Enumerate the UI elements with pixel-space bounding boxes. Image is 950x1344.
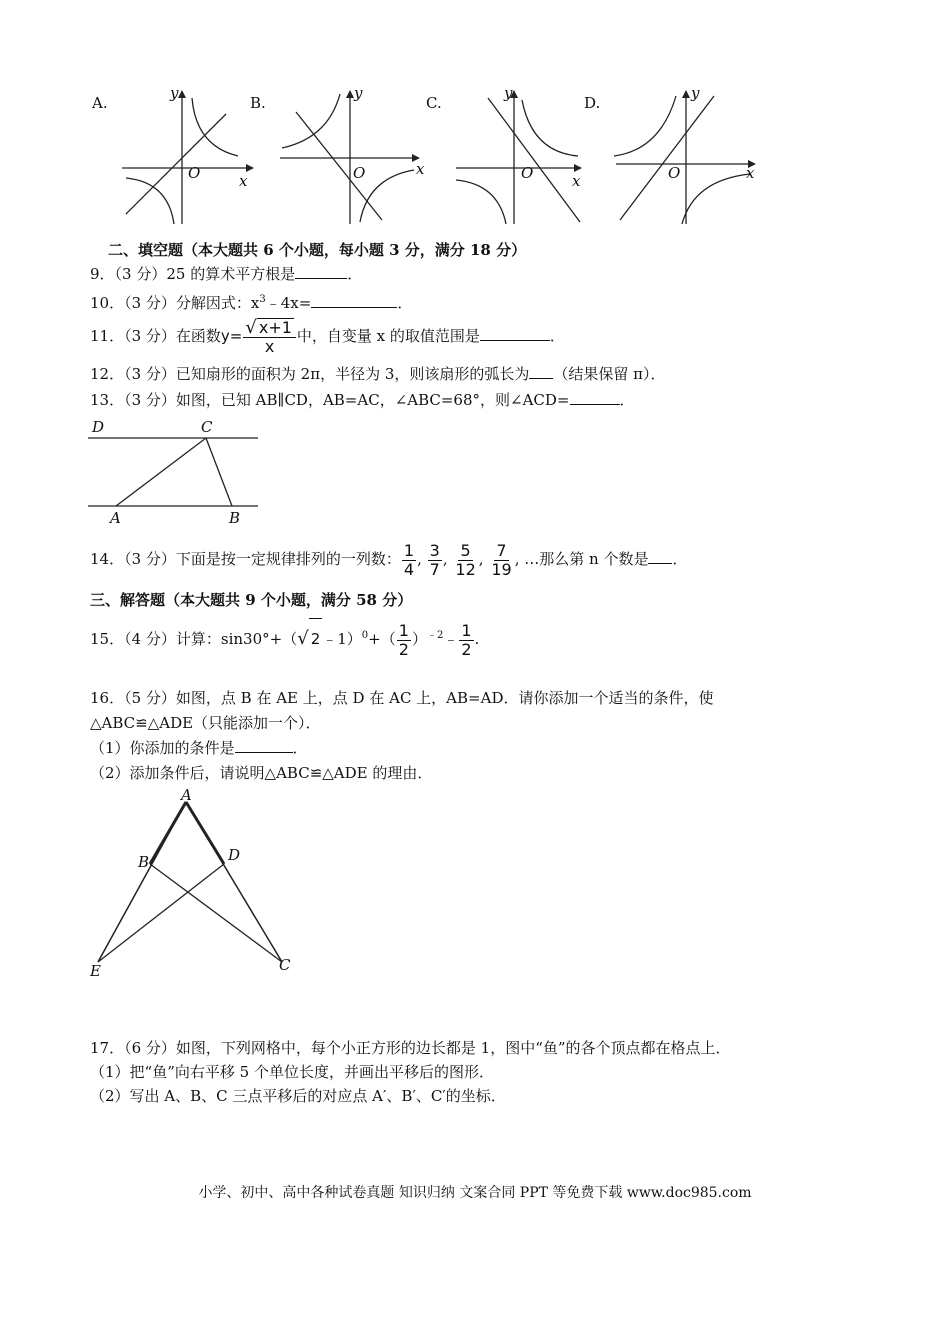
fig16-label-a: A (181, 786, 192, 804)
fig16-label-d: D (228, 846, 241, 864)
q14-den-1: 4 (403, 559, 415, 579)
axis-x-label-d: x (746, 164, 755, 182)
q9-answer-blank[interactable] (295, 264, 347, 279)
q14-answer-blank[interactable] (648, 549, 672, 564)
q12-text: 12．（3 分）已知扇形的面积为 2π，半径为 3，则该扇形的弧长为 (90, 365, 530, 383)
q15-den-1: 2 (398, 639, 409, 659)
q14-sep-1: , (417, 550, 422, 568)
axis-y-label-c: y (504, 84, 513, 102)
q13-answer-blank[interactable] (570, 390, 620, 405)
option-d-label: D. (584, 94, 601, 112)
q15-num-1: 1 (398, 620, 409, 640)
q13-text: 13．（3 分）如图，已知 AB∥CD，AB=AC，∠ABC=68°，则∠ACD= (90, 391, 570, 409)
question-10 (90, 290, 412, 313)
q10-answer-blank[interactable] (311, 293, 397, 308)
q11-numerator: x+1 (258, 318, 292, 337)
q15-fraction-2 (459, 622, 473, 659)
q14-sep-4: , (514, 550, 520, 568)
origin-label-d: O (668, 164, 681, 182)
q15-plus: +（ (368, 630, 396, 648)
q11-denominator: x (264, 337, 275, 356)
q17-line-1: 17．（6 分）如图，下列网格中，每个小正方形的边长都是 1，图中“鱼”的各个顶点都在格点上． (90, 1039, 731, 1057)
q15-mid: ﹣1） (322, 630, 362, 648)
q16-line-3 (90, 738, 308, 758)
q14-num-4: 7 (496, 540, 507, 560)
q13-end: ． (619, 391, 635, 409)
q14-fraction-4 (489, 542, 513, 579)
option-c-label: C. (426, 94, 442, 112)
q10-text: 10．（3 分）分解因式：x (90, 294, 260, 312)
axis-x-label-c: x (572, 172, 581, 190)
q10-exponent: 3 (259, 294, 266, 305)
q17-line-2: （1）把“鱼”向右平移 5 个单位长度，并画出平移后的图形． (90, 1063, 494, 1081)
q14-end: …那么第 n 个数是 (524, 550, 649, 568)
q15-end: . (474, 630, 480, 648)
question-13 (90, 390, 635, 410)
q10-end: ． (397, 294, 413, 312)
graph-option-a (118, 86, 258, 226)
q14-sep-2: , (442, 550, 448, 568)
q15-num-2: 1 (461, 620, 472, 640)
q14-den-4: 19 (491, 559, 512, 579)
q15-sqrt: 2 (309, 618, 323, 659)
option-a-label: A. (92, 94, 108, 112)
graph-option-c (452, 86, 592, 226)
q16-line-3-text: （1）你添加的条件是 (90, 739, 235, 757)
q15-minus: ﹣ (443, 630, 459, 648)
fig13-label-c: C (201, 418, 213, 436)
axis-y-label-d: y (691, 84, 700, 102)
q14-num-1: 1 (403, 540, 415, 560)
q17-line-3: （2）写出 A、B、C 三点平移后的对应点 A′、B′、C′的坐标． (90, 1087, 506, 1105)
origin-label-a: O (188, 164, 201, 182)
q14-fraction-2 (428, 542, 442, 579)
fig16-label-e: E (90, 962, 101, 980)
question-9 (90, 264, 362, 284)
axis-x-label-b: x (416, 160, 425, 178)
axis-x-label-a: x (239, 172, 248, 190)
q14-end2: ． (672, 550, 688, 568)
fig16-label-c: C (279, 956, 291, 974)
q14-fraction-3 (453, 542, 477, 579)
q11-end: ． (549, 327, 565, 345)
q12-answer-blank[interactable] (529, 364, 553, 379)
section-3-title: 三、解答题（本大题共 9 个小题，满分 58 分） (90, 591, 413, 609)
q14-fraction-1 (402, 542, 416, 579)
page-footer: 小学、初中、高中各种试卷真题 知识归纳 文案合同 PPT 等免费下载 www.doc985.com (198, 1185, 752, 1201)
fig13-label-a: A (110, 509, 121, 527)
q14-sep-3: , (478, 550, 484, 568)
q15-exp-0: 0 (361, 630, 369, 641)
question-12 (90, 364, 666, 384)
q14-num-3: 5 (460, 540, 471, 560)
q10-rest: ﹣4x= (265, 294, 312, 312)
q14-text: 14．（3 分）下面是按一定规律排列的一列数： (90, 550, 401, 568)
question-14 (90, 541, 687, 579)
q15-exp-neg2: ﹣2 (426, 630, 444, 641)
fig13-label-b: B (229, 509, 241, 527)
origin-label-b: O (353, 164, 366, 182)
q14-num-2: 3 (429, 540, 440, 560)
fig16-label-b: B (138, 853, 150, 871)
q16-line-1: 16．（5 分）如图，点 B 在 AE 上，点 D 在 AC 上，AB=AD．请你添加一个适当的条件，使 (90, 689, 714, 707)
q15-close: ） (411, 630, 427, 648)
q16-line-3-end: ． (292, 739, 308, 757)
question-11 (90, 318, 565, 356)
q12-end: （结果保留 π）． (553, 365, 666, 383)
origin-label-c: O (521, 164, 534, 182)
section-2-title: 二、填空题（本大题共 6 个小题，每小题 3 分，满分 18 分） (108, 241, 527, 259)
graph-option-b (276, 86, 426, 226)
fig13-label-d: D (92, 418, 105, 436)
axis-y-label-b: y (354, 84, 363, 102)
q11-y: y= (220, 327, 243, 345)
q15-fraction-1 (397, 622, 411, 659)
figure-16-triangles (90, 792, 300, 982)
q11-text: 11．（3 分）在函数 (90, 327, 221, 345)
axis-y-label-a: y (170, 84, 179, 102)
q15-den-2: 2 (461, 639, 472, 659)
q14-den-3: 12 (455, 559, 476, 579)
q15-text: 15．（4 分）计算：sin30°+（ (90, 630, 298, 648)
question-15: 15．（4 分）计算：sin30°+（√ 2 ﹣1）$^0$+（ $\frac{1}{2}$ ）$^{﹣2}$﹣ $\frac{1}{2}$ . (90, 616, 479, 659)
q9-end: ． (347, 265, 363, 283)
q11-fraction: $\frac{√ x+1}{x}$ (243, 318, 296, 356)
option-b-label: B. (250, 94, 266, 112)
graph-option-d (612, 86, 762, 226)
q11-mid: 中，自变量 x 的取值范围是 (296, 327, 480, 345)
q9-text: 9．（3 分）25 的算术平方根是 (90, 265, 296, 283)
q16-line-2: △ABC≌△ADE（只能添加一个）． (90, 714, 321, 732)
q14-den-2: 7 (429, 559, 440, 579)
q11-answer-blank[interactable] (480, 326, 550, 341)
q16-line-4: （2）添加条件后，请说明△ABC≌△ADE 的理由． (90, 764, 433, 782)
q16-answer-blank[interactable] (235, 738, 293, 753)
